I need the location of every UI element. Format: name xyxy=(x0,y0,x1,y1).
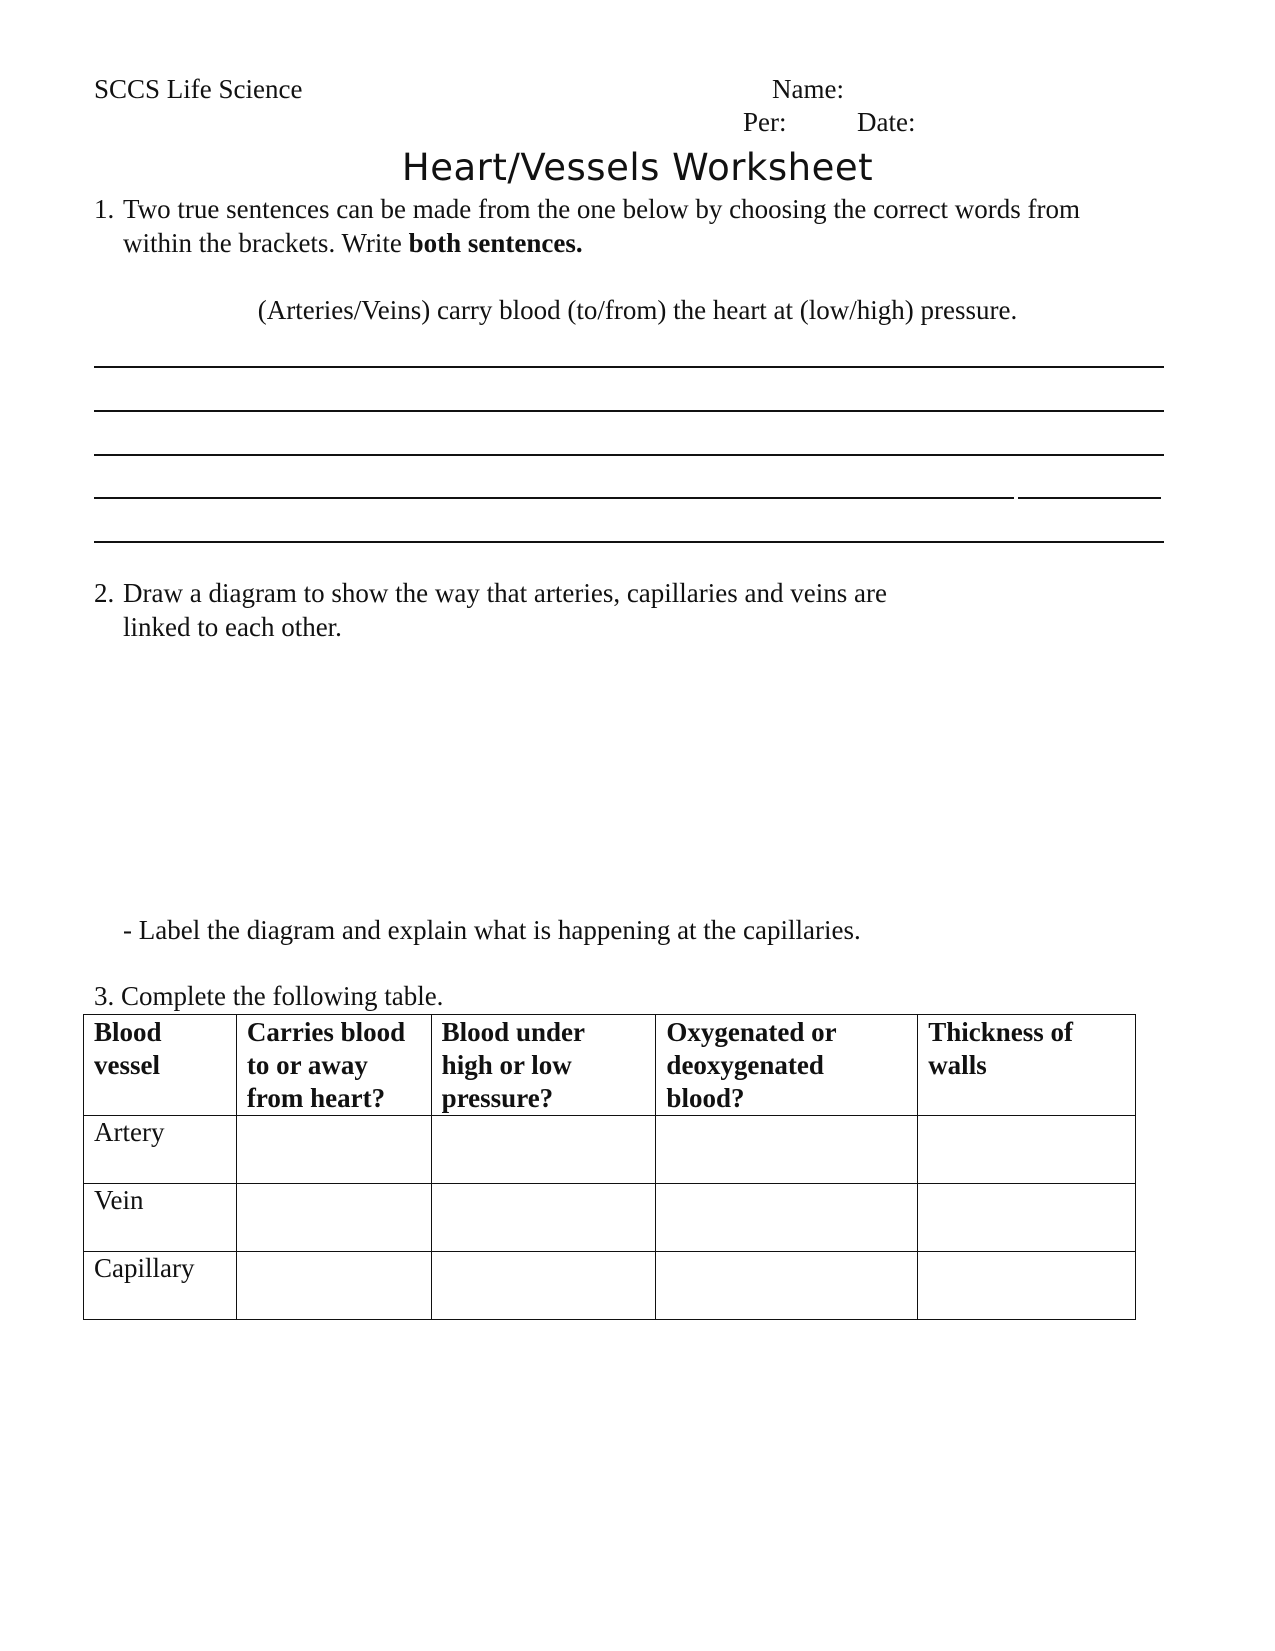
row-label-artery: Artery xyxy=(84,1116,237,1184)
question-3-prompt: 3. Complete the following table. xyxy=(94,981,444,1011)
header-wall-thickness xyxy=(918,1015,1136,1116)
date-label: Date: xyxy=(857,107,916,137)
worksheet-title: Heart/Vessels Worksheet xyxy=(401,146,874,189)
table-row xyxy=(84,1116,1136,1184)
header-text-line: to or away xyxy=(246,1050,368,1080)
diagram-drawing-area[interactable] xyxy=(94,650,1164,900)
header-text-line: blood? xyxy=(666,1083,745,1113)
header-oxygenation xyxy=(656,1015,918,1116)
header-pressure xyxy=(431,1015,656,1116)
header-text-line: pressure? xyxy=(441,1083,554,1113)
answer-cell[interactable] xyxy=(656,1184,918,1252)
question-2-instruction: - Label the diagram and explain what is happening at the capillaries. xyxy=(123,915,861,945)
header-text-line: Oxygenated or xyxy=(666,1017,837,1047)
answer-cell[interactable] xyxy=(431,1116,656,1184)
answer-cell[interactable] xyxy=(236,1116,431,1184)
question-2-prompt-line-2: linked to each other. xyxy=(123,612,342,642)
period-label: Per: xyxy=(743,107,787,137)
header-text-line: deoxygenated xyxy=(666,1050,824,1080)
answer-line[interactable] xyxy=(94,497,1014,499)
header-text-line: from heart? xyxy=(246,1083,386,1113)
answer-line[interactable] xyxy=(94,541,1164,543)
header-text-line: Carries blood xyxy=(246,1017,406,1047)
answer-line[interactable] xyxy=(94,410,1164,412)
row-label-vein: Vein xyxy=(84,1184,237,1252)
question-1-emphasis: both sentences. xyxy=(408,228,583,258)
name-label: Name: xyxy=(772,74,844,104)
header-text-line: vessel xyxy=(94,1050,160,1080)
answer-cell[interactable] xyxy=(656,1116,918,1184)
header-direction xyxy=(236,1015,431,1116)
question-1-number: 1. xyxy=(94,194,115,224)
question-1-prompt-line-1: Two true sentences can be made from the one below by choosing the correct words from xyxy=(123,194,1081,224)
answer-line-extension[interactable] xyxy=(1018,497,1161,499)
blood-vessel-table xyxy=(83,1014,1136,1320)
answer-cell[interactable] xyxy=(656,1252,918,1320)
header-text-line: high or low xyxy=(441,1050,572,1080)
answer-cell[interactable] xyxy=(918,1116,1136,1184)
answer-cell[interactable] xyxy=(918,1252,1136,1320)
header-text-line: Blood under xyxy=(441,1017,585,1047)
header-text-line: Blood xyxy=(94,1017,162,1047)
header-text-line: walls xyxy=(928,1050,987,1080)
question-1-prompt-text: within the brackets. Write xyxy=(123,228,409,258)
header-blood-vessel xyxy=(84,1015,237,1116)
table-row xyxy=(84,1184,1136,1252)
answer-cell[interactable] xyxy=(236,1184,431,1252)
question-1-prompt-line-2 xyxy=(123,227,583,260)
answer-line[interactable] xyxy=(94,366,1164,368)
answer-line[interactable] xyxy=(94,454,1164,456)
row-label-capillary: Capillary xyxy=(84,1252,237,1320)
school-name: SCCS Life Science xyxy=(94,74,303,104)
table-row xyxy=(84,1252,1136,1320)
question-2-number: 2. xyxy=(94,578,115,608)
answer-cell[interactable] xyxy=(918,1184,1136,1252)
answer-cell[interactable] xyxy=(236,1252,431,1320)
question-2-prompt-line-1: Draw a diagram to show the way that arteries, capillaries and veins are xyxy=(123,578,887,608)
header-text-line: Thickness of xyxy=(928,1017,1073,1047)
table-header-row xyxy=(84,1015,1136,1116)
answer-cell[interactable] xyxy=(431,1184,656,1252)
question-1-sentence: (Arteries/Veins) carry blood (to/from) the heart at (low/high) pressure. xyxy=(257,295,1018,325)
answer-cell[interactable] xyxy=(431,1252,656,1320)
